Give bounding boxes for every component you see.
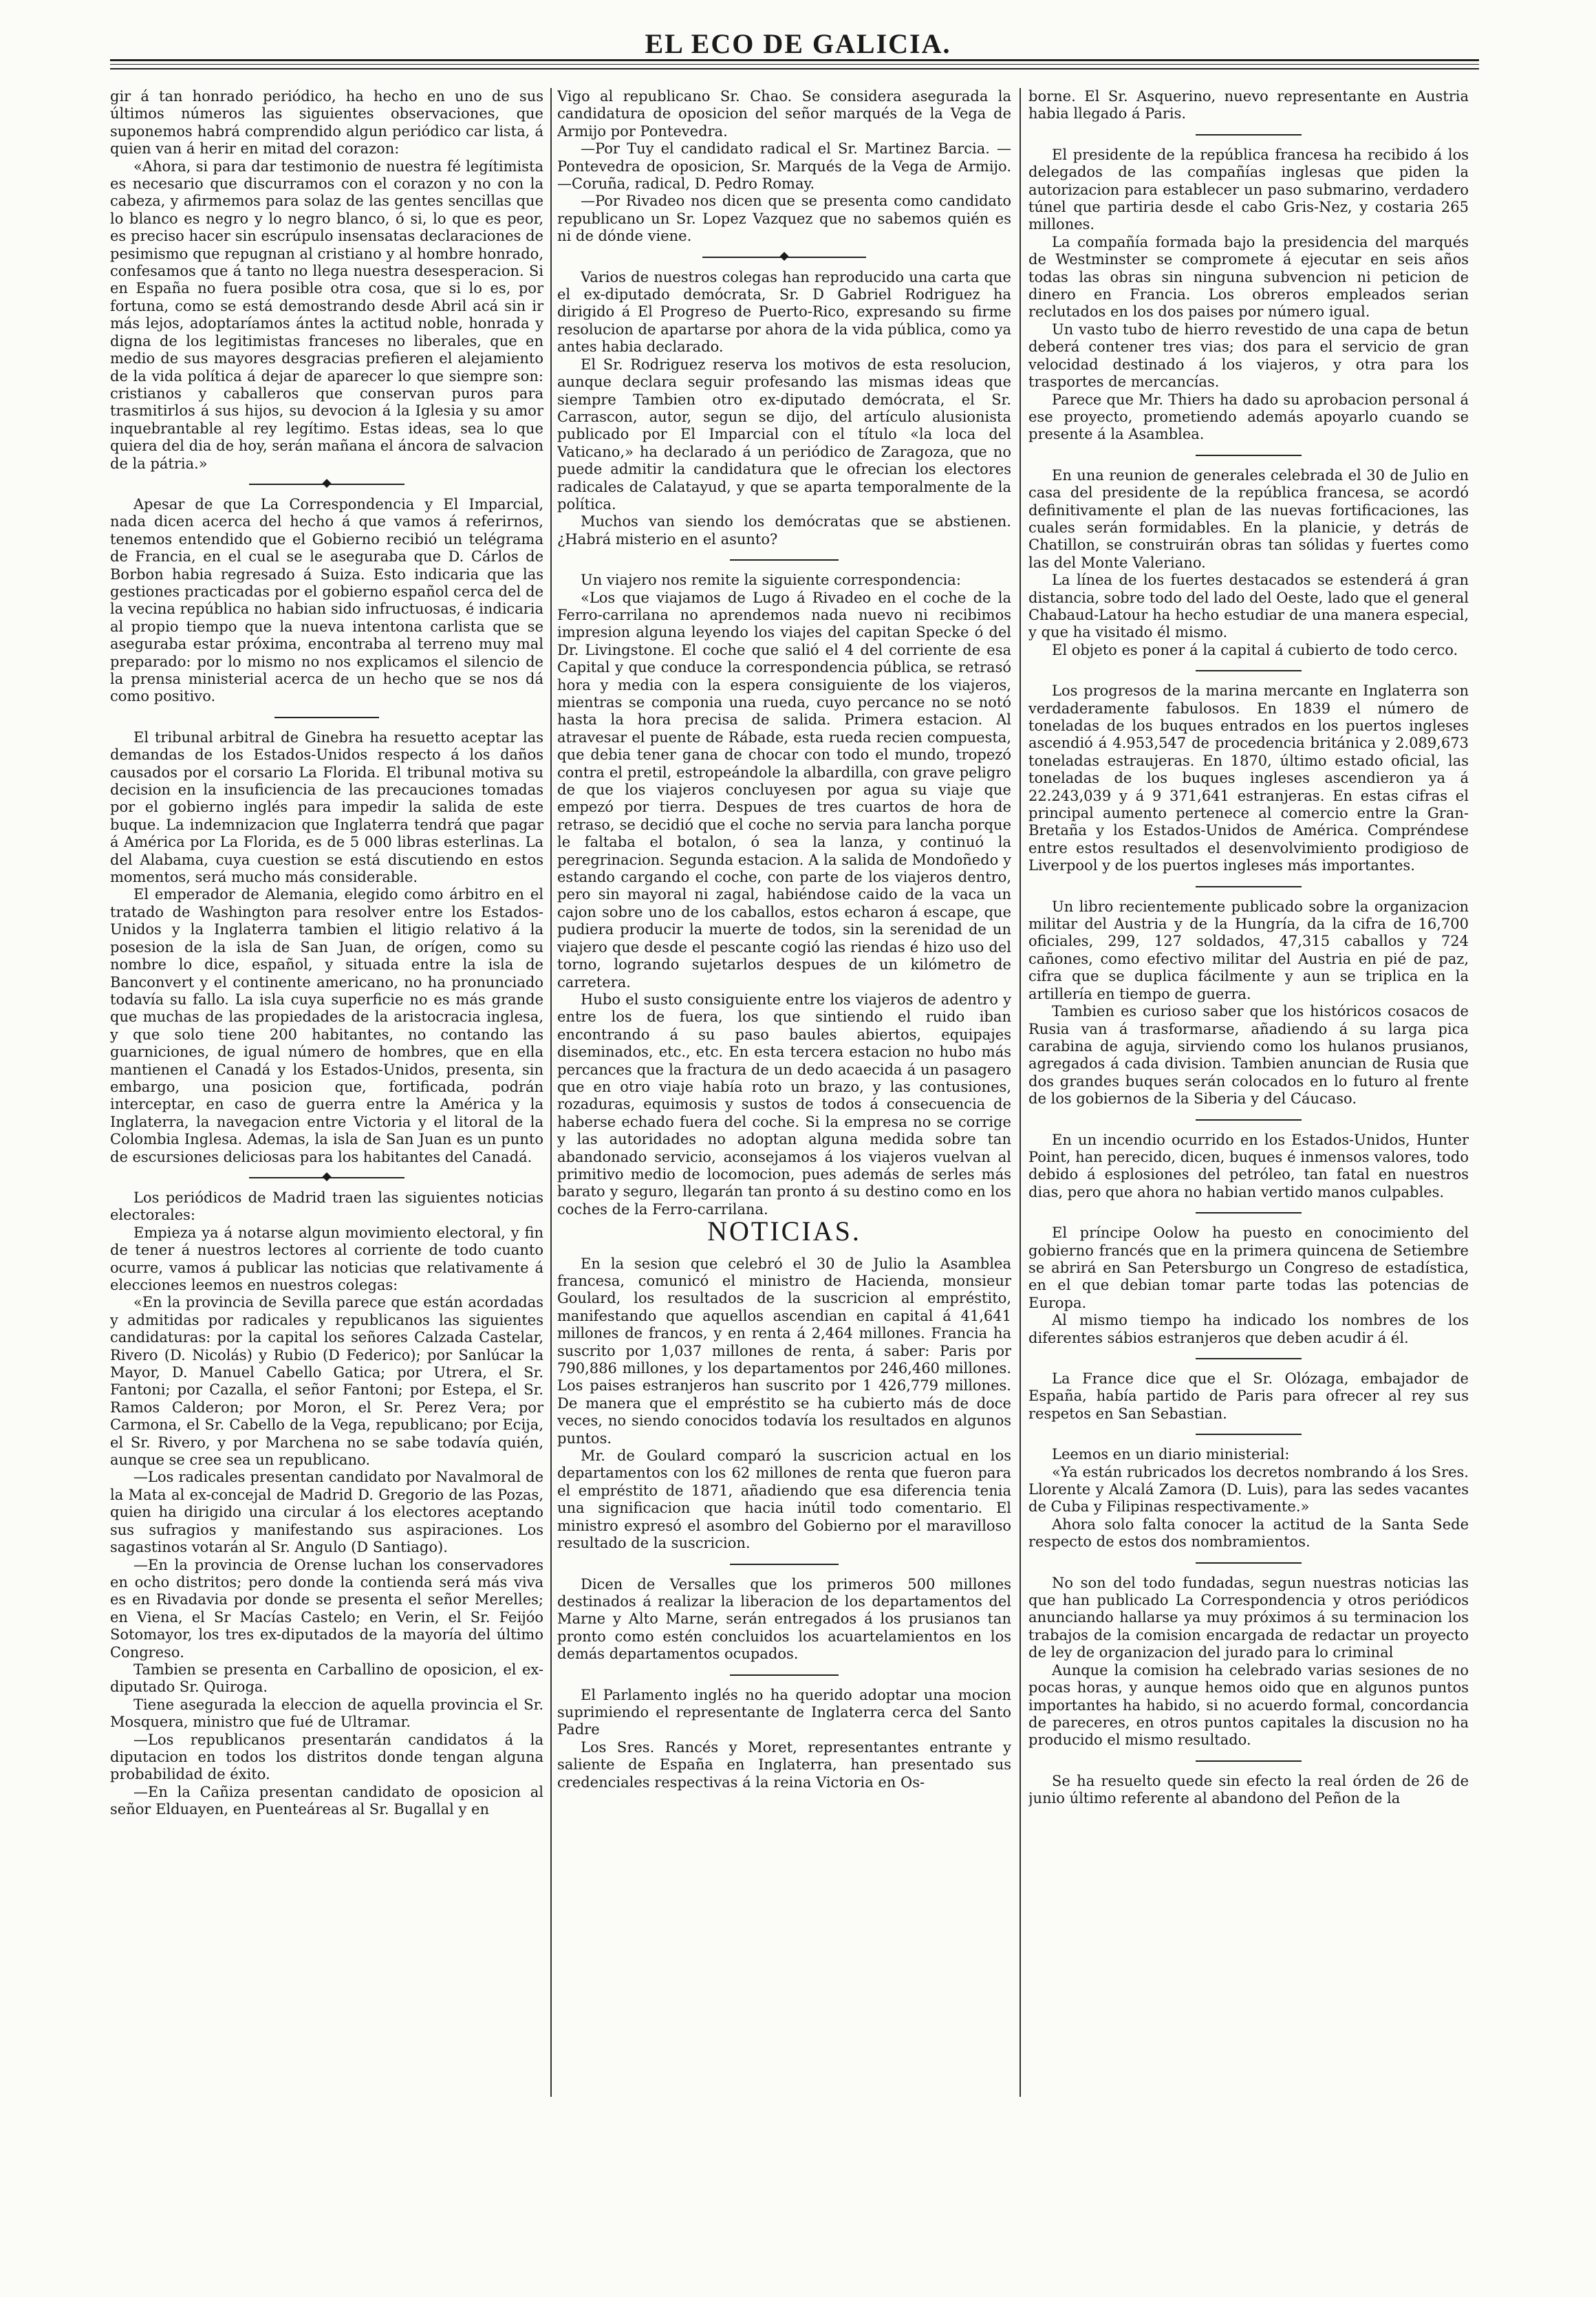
section-heading: NOTICIAS. [707, 1216, 861, 1247]
paragraph: En una reunion de generales celebrada el 30 de Julio en casa del presidente de la república francesa, se acordó definitivamente el plan de las nuevas fortificaciones, las cuales serán formidables. En la planicie, y detrás de Chatillon, se construirán obras tan sólidas y fuertes como las del Monte Valeriano. [1028, 466, 1469, 571]
divider [1028, 1347, 1469, 1370]
paragraph: «Los que viajamos de Lugo á Rivadeo en el coche de la Ferro-carrilana no aprendemos nada nuevo ni recibimos impresion alguna leyendo los viajes del capitan Specke ó del Dr. Livingstone. El coche que salió el 4 del corriente de esa Capital y que conduce la correspondencia pública, se retrasó hora y media con la espera consiguiente de los viajeros, mientras se componia una rueda, cuyo percance no se notó hasta la hora precisa de salida. Primera estacion. Al atravesar el puente de Rábade, esta rueda recien compuesta, que debia tener gana de chocar con todo el mundo, tropezó contra el pretil, estropeándole la albardilla, con grave peligro de que los viajeros concluyesen por agua su viaje que empezó por tierra. Despues de tres cuartos de hora de retraso, se decidió que el coche no servia para lancha porque le faltaba el botalon, ó sea la lanza, y continuó la peregrinacion. Segunda estacion. A la salida de Mondoñedo y estando cargando el coche, con parte de los viajeros dentro, pero sin mayoral ni zagal, habiéndose caido de la vaca un cajon sobre uno de los caballos, estos echaron á escape, que pudiera producir la muerte de todos, sin la serenidad de un viajero que desde el pescante cogió las riendas é hizo uso del torno, logrando sujetarlos despues de un kilómetro de carretera. [557, 589, 1011, 991]
paragraph: Dicen de Versalles que los primeros 500 millones destinados á realizar la liberacion de los departamentos del Marne y Alto Marne, serán entregados á los prusianos tan pronto como estén concluidos los acuartelamientos en los demás departamentos ocupados. [557, 1575, 1011, 1663]
header-rule [110, 59, 1479, 61]
paragraph: —Por Tuy el candidato radical el Sr. Martinez Barcia. —Pontevedra de oposicion, Sr. Marqués de la Vega de Armijo. —Coruña, radical, D. Pedro Romay. [557, 140, 1011, 193]
divider [1028, 1201, 1469, 1225]
paragraph: El emperador de Alemania, elegido como árbitro en el tratado de Washington para resolver entre los Estados-Unidos y la Inglaterra tambien el litigio relativo á la posesion de la isla de San Juan, de orígen, como su nombre lo dice, español, y situada entre la isla de Banconvert y el continente americano, no ha pronunciado todavía su fallo. La isla cuya superficie no es más grande que muchas de las propiedades de la aristocracia inglesa, y que solo tiene 200 habitantes, no contando las guarniciones, de igual número de hombres, que en ella mantienen el Canadá y los Estados-Unidos, presenta, sin embargo, una posicion que, fortificada, podrán interceptar, en caso de guerra entre la América y la Inglaterra, la navegacion entre Victoria y el litoral de la Colombia Inglesa. Ademas, la isla de San Juan es un punto de escursiones deliciosas para los habitantes del Canadá. [110, 886, 543, 1165]
column-1 [110, 88, 543, 2262]
divider [110, 706, 543, 729]
divider [557, 548, 1011, 572]
paragraph: Empieza ya á notarse algun movimiento electoral, y fin de tener á nuestros lectores al corriente de todo cuanto ocurre, vamos á publicar las noticias que relativamente á elecciones leemos en nuestros colegas: [110, 1224, 543, 1293]
column-2 [557, 88, 1011, 2262]
paragraph: El Sr. Rodriguez reserva los motivos de esta resolucion, aunque declara seguir profesando las mismas ideas que siempre Tambien otro ex-diputado demócrata, el Sr. Carrascon, autor, segun se dijo, del artículo alusionista publicado por El Imparcial con el título «la loca del Vaticano,» ha declarado á un periódico de Zaragoza, que no puede admitir la candidatura que le ofrecian los electores radicales de Calatayud, y que se aparta temporalmente de la política. [557, 356, 1011, 513]
divider [1028, 1108, 1469, 1132]
paragraph: Al mismo tiempo ha indicado los nombres de los diferentes sábios estranjeros que deben acudir á él. [1028, 1312, 1469, 1346]
ornament-divider [110, 1166, 543, 1189]
paragraph: En la sesion que celebró el 30 de Julio la Asamblea francesa, comunicó el ministro de Hacienda, monsieur Goulard, los resultados de la suscricion al empréstito, manifestando que aquellos ascendian en capital á 41,641 millones de francos, y en renta á 2,464 millones. Francia ha suscrito por 1,037 millones de renta, á saber: Paris por 790,886 millones, y los departamentos por 246,460 millones. Los paises estranjeros han suscrito por 1 426,779 millones. De manera que el empréstito se ha cubierto más de doce veces, no siendo conocidos todavía los resultados en algunos puntos. [557, 1255, 1011, 1447]
paragraph: Muchos van siendo los demócratas que se abstienen. ¿Habrá misterio en el asunto? [557, 513, 1011, 548]
paragraph: Un viajero nos remite la siguiente correspondencia: [581, 572, 961, 589]
column-divider [550, 88, 552, 2097]
paragraph: gir á tan honrado periódico, ha hecho en uno de sus últimos números las siguientes observaciones, que suponemos habrá comprendido algun periódico car lista, á quien van á herir en mitad del corazon: [110, 88, 543, 158]
divider [1028, 1551, 1469, 1575]
paragraph: —En la provincia de Orense luchan los conservadores en ocho distritos; pero donde la contienda será más viva es en Rivadavia por donde se presenta el señor Merelles; en Viena, el Sr Macías Castelo; en Verin, el Sr. Feijóo Sotomayor, los tres ex-diputados de la mayoría del último Congreso. [110, 1556, 543, 1661]
paragraph: La línea de los fuertes destacados se estenderá á gran distancia, sobre todo del lado del Oeste, lado que el general Chabaud-Latour ha hecho estudiar de una manera especial, y que ha visitado él mismo. [1028, 572, 1469, 641]
paragraph: Los Sres. Rancés y Moret, representantes entrante y saliente de España en Inglaterra, han presentado sus credenciales respectivas á la reina Victoria en Os- [557, 1738, 1011, 1791]
paragraph: Tambien es curioso saber que los históricos cosacos de Rusia van á trasformarse, añadiendo á su larga pica carabina de aguja, sirviendo como los hulanos prusianos, agregados á cada division. Tambien anuncian de Rusia que dos grandes buques serán colocados en lo futuro al frente de los gobiernos de la Siberia y del Cáucaso. [1028, 1003, 1469, 1108]
paragraph: Parece que Mr. Thiers ha dado su aprobacion personal á ese proyecto, prometiendo además apoyarlo cuando se presente á la Asamblea. [1028, 391, 1469, 443]
paragraph: Un vasto tubo de hierro revestido de una capa de betun deberá contener tres vias; dos para el servicio de gran velocidad destinado á los viajeros, y otra para los trasportes de mercancías. [1028, 321, 1469, 391]
divider [557, 1663, 1011, 1687]
divider [1028, 123, 1469, 147]
ornament-divider [110, 473, 543, 496]
divider [1028, 875, 1469, 898]
paragraph: Se ha resuelto quede sin efecto la real órden de 26 de junio último referente al abandono del Peñon de la [1028, 1772, 1469, 1807]
paragraph: La compañía formada bajo la presidencia del marqués de Westminster se compromete á ejecutar en seis años todas las obras sin ninguna subvencion ni peticion de dinero en Francia. Los obreros empleados serian reclutados en los dos paises por número igual. [1028, 233, 1469, 321]
paragraph: Varios de nuestros colegas han reproducido una carta que el ex-diputado demócrata, Sr. D Gabriel Rodriguez ha dirigido á El Progreso de Puerto-Rico, expresando su firme resolucion de apartarse por ahora de la vida pública, como ya antes habia declarado. [557, 268, 1011, 356]
paragraph: —Los republicanos presentarán candidatos á la diputacion en todos los distritos donde tengan alguna probabilidad de éxito. [110, 1731, 543, 1783]
paragraph: «En la provincia de Sevilla parece que están acordadas y admitidas por radicales y republicanos las siguientes candidaturas: por la capital los señores Calzada Castelar, Rivero (D. Nicolás) y Rubio (D Federico); por Sanlúcar la Mayor, D. Manuel Cabello Gatica; por Utrera, el Sr. Fantoni; por Cazalla, el señor Fantoni; por Estepa, el Sr. Ramos Calderon; por Moron, el Sr. Perez Vera; por Carmona, el Sr. Cabello de la Vega, republicano; por Ecija, el Sr. Rivero, y por Marchena no se sabe todavía quién, aunque se cree sea un republicano. [110, 1294, 543, 1469]
divider [1028, 444, 1469, 467]
paragraph: Hubo el susto consiguiente entre los viajeros de adentro y entre los de fuera, los que sintiendo el ruido iban encontrando á su paso baules abiertos, equipajes diseminados, etc., etc. En esta tercera estacion no hubo más percances que la fractura de un dedo acaecida á un pasagero que en otro viaje había roto un brazo, y las contusiones, rozaduras, equimosis y sustos de todos á consecuencia de haberse echado fuera del coche. Si la empresa no se corrige y las autoridades no adoptan alguna medida sobre tan abandonado servicio, aconsejamos á los viajeros vuelvan al primitivo medio de locomocion, pues además de serles más barato y seguro, llegarán tan pronto á su destino como en los coches de la Ferro-carrilana. [557, 991, 1011, 1218]
paragraph: —En la Cañiza presentan candidato de oposicion al señor Elduayen, en Puenteáreas al Sr. Bugallal y en [110, 1783, 543, 1818]
paragraph: El presidente de la república francesa ha recibido á los delegados de las compañías inglesas que piden la autorizacion para establecer un paso submarino, verdadero túnel que partiria desde el cabo Gris-Nez, y costaria 265 millones. [1028, 146, 1469, 233]
paragraph: borne. El Sr. Asquerino, nuevo representante en Austria habia llegado á Paris. [1028, 88, 1469, 122]
paragraph: No son del todo fundadas, segun nuestras noticias las que han publicado La Correspondencia y otros periódicos anunciando hallarse ya muy próximos á su terminacion los trabajos de la comision encargada de redactar un proyecto de ley de organizacion del jurado para lo criminal [1028, 1574, 1469, 1661]
paragraph: La France dice que el Sr. Olózaga, embajador de España, había partido de Paris para ofrecer al rey sus respetos en San Sebastian. [1028, 1370, 1469, 1422]
paragraph: —Los radicales presentan candidato por Navalmoral de la Mata al ex-concejal de Madrid D. Gregorio de las Pozas, quien ha dirigido una circular á los electores aceptando sus sufragios y manifestando sus aspiraciones. Los sagastinos votarán al Sr. Angulo (D Santiago). [110, 1469, 543, 1556]
paragraph: Tiene asegurada la eleccion de aquella provincia el Sr. Mosquera, ministro que fué de Ultramar. [110, 1696, 543, 1731]
paragraph: Vigo al republicano Sr. Chao. Se considera asegurada la candidatura de oposicion del señor marqués de la Vega de Armijo por Pontevedra. [557, 88, 1011, 140]
divider [557, 1553, 1011, 1576]
paragraph: —Por Rivadeo nos dicen que se presenta como candidato republicano un Sr. Lopez Vazquez que no sabemos quién es ni de dónde viene. [557, 193, 1011, 245]
paragraph: En un incendio ocurrido en los Estados-Unidos, Hunter Point, han perecido, dicen, buques é inmensos valores, todo debido á esplosiones del petróleo, tan fatal en nuestros dias, pero que ahora no habian vertido manos culpables. [1028, 1131, 1469, 1200]
column-3 [1028, 88, 1469, 2262]
divider [1028, 659, 1469, 682]
masthead-title: EL ECO DE GALICIA. [645, 28, 951, 59]
paragraph: Apesar de que La Correspondencia y El Imparcial, nada dicen acerca del hecho á que vamos á referirnos, tenemos entendido que el Gobierno recibió un telégrama de Francia, en el cual se le aseguraba que D. Cárlos de Borbon habia regresado á Suiza. Esto indicaria que las gestiones practicadas por el gobierno español cerca del de la vecina república no habian sido infructuosas, é indicaria al propio tiempo que la nueva intentona carlista que se aseguraba estar próxima, encontraba al terreno muy mal preparado: por lo mismo no nos explicamos el silencio de la prensa ministerial acerca de un hecho que se nos dá como positivo. [110, 495, 543, 705]
column-divider [1020, 88, 1021, 2097]
paragraph: Un libro recientemente publicado sobre la organizacion militar del Austria y de la Hungría, da la cifra de 16,700 oficiales, 299, 127 soldados, 47,315 caballos y 724 cañones, como efectivo militar del Austria en pié de paz, cifra que se duplica fácilmente y aun se triplica en la artillería en tiempo de guerra. [1028, 898, 1469, 1002]
paragraph: «Ya están rubricados los decretos nombrando á los Sres. Llorente y Alcalá Zamora (D. Luis), para las sedes vacantes de Cuba y Filipinas respectivamente.» [1028, 1463, 1469, 1516]
paragraph: Los periódicos de Madrid traen las siguientes noticias electorales: [110, 1189, 543, 1224]
header-rule-lower [110, 68, 1479, 69]
paragraph: El príncipe Oolow ha puesto en conocimiento del gobierno francés que en la primera quincena de Setiembre se abrirá en San Petersburgo un Congreso de estadística, en el que debian tomar parte todas las potencias de Europa. [1028, 1225, 1469, 1311]
divider [1028, 1423, 1469, 1446]
paragraph: Tambien se presenta en Carballino de oposicion, el ex-diputado Sr. Quiroga. [110, 1661, 543, 1696]
paragraph: Ahora solo falta conocer la actitud de la Santa Sede respecto de estos dos nombramientos. [1028, 1516, 1469, 1551]
header-rule-thin [110, 64, 1479, 65]
paragraph: El tribunal arbitral de Ginebra ha resuetto aceptar las demandas de los Estados-Unidos respecto á los daños causados por el corsario La Florida. El tribunal motiva su decision en la insuficiencia de las precauciones tomadas por el gobierno inglés para impedir la salida de este buque. La indemnizacion que Inglaterra tendrá que pagar á América por La Florida, es de 5 000 libras esterlinas. La del Alabama, cuya cuestion se está discutiendo en estos momentos, será mucho más considerable. [110, 729, 543, 886]
ornament-divider [557, 246, 1011, 269]
paragraph: Mr. de Goulard comparó la suscricion actual en los departamentos con los 62 millones de renta que fueron para el empréstito de 1871, añadiendo que esa diferencia tenia una significacion que hacia inútil todo comentario. El ministro expresó el asombro del Gobierno por el maravilloso resultado de la suscricion. [557, 1447, 1011, 1552]
paragraph: Los progresos de la marina mercante en Inglaterra son verdaderamente fabulosos. En 1839 el número de toneladas de los buques entrados en los puertos ingleses ascendió á 4.953,547 de procedencia británica y 2.089,673 toneladas estraujeras. En 1870, último estado oficial, las toneladas de los buques ingleses ascendieron ya á 22.243,039 y á 9 371,641 estranjeras. En estas cifras el principal aumento pertenece al comercio entre la Gran-Bretaña y los Estados-Unidos de América. Compréndese entre estos resultados el desenvolvimiento prodigioso de Liverpool y de los puertos ingleses más importantes. [1028, 682, 1469, 874]
divider [1028, 1749, 1469, 1773]
paragraph: Aunque la comision ha celebrado varias sesiones de no pocas horas, y aunque hemos oido que en algunos puntos importantes ha habido, si no acuerdo formal, concordancia de pareceres, en otros puntos capitales la discusion no ha producido el mismo resultado. [1028, 1661, 1469, 1749]
paragraph: El objeto es poner á la capital á cubierto de todo cerco. [1052, 641, 1458, 658]
paragraph: Leemos en un diario ministerial: [1052, 1446, 1290, 1463]
paragraph: El Parlamento inglés no ha querido adoptar una mocion suprimiendo el representante de Inglaterra cerca del Santo Padre [557, 1686, 1011, 1738]
paragraph: «Ahora, si para dar testimonio de nuestra fé legítimista es necesario que discurramos con el corazon y no con la cabeza, y afirmemos para solaz de las gentes sencillas que lo blanco es negro y lo negro blanco, ó si, lo que es peor, es preciso hacer sin escrúpulo insensatas declaraciones de pesimismo que repugnan al cristiano y al hombre honrado, confesamos que á tanto no llega nuestra desesperacion. Si en España no fuera posible otra cosa, que si lo es, por fortuna, como se está demostrando desde Abril acá sin ir más lejos, adoptaríamos ántes la actitud noble, honrada y digna de los legitimistas franceses no liberales, que en medio de sus mayores desgracias prefieren el alejamiento de la vida política á dejar de aparecer lo que siempre son: cristianos y caballeros que conservan puros para trasmitirlos á sus hijos, su devocion á la Iglesia y su amor inquebrantable al rey legítimo. Estas ideas, sea lo que quiera del dia de hoy, serán mañana el áncora de salvacion de la pátria.» [110, 158, 543, 472]
